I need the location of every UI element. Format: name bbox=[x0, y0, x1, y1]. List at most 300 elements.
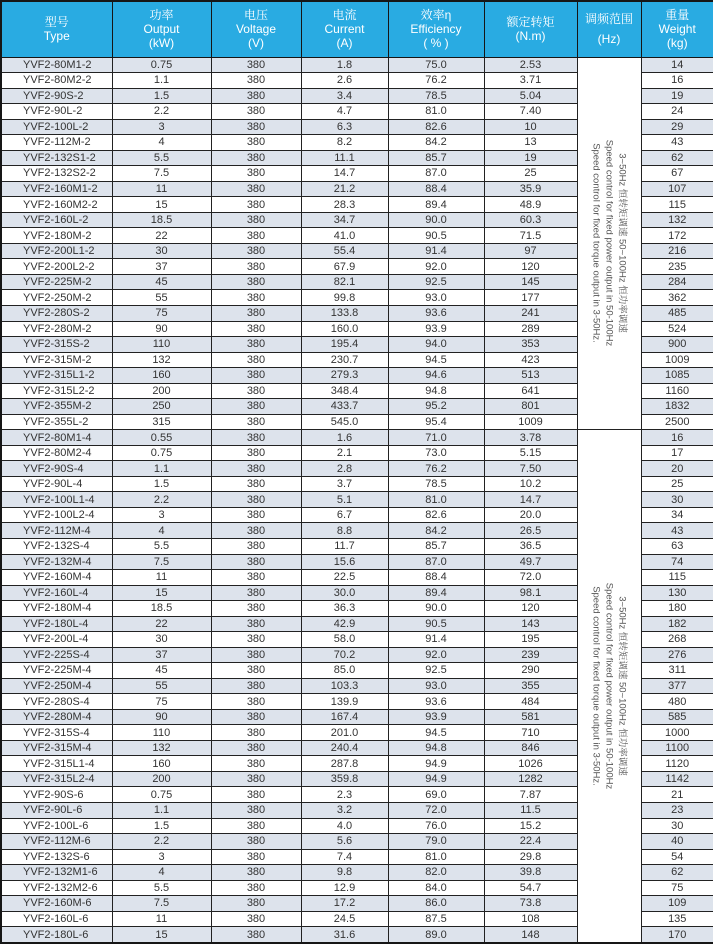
freq-range-note-line: Speed control for fixed torque output in 3-50Hz. bbox=[590, 143, 602, 344]
cell-current: 8.8 bbox=[301, 523, 388, 539]
cell-weight: 16 bbox=[641, 73, 713, 89]
cell-weight: 24 bbox=[641, 104, 713, 120]
cell-current: 55.4 bbox=[301, 243, 388, 259]
cell-current: 11.7 bbox=[301, 538, 388, 554]
cell-type: YVF2-132M2-6 bbox=[1, 880, 112, 896]
cell-weight: 284 bbox=[641, 274, 713, 290]
cell-type: YVF2-180L-4 bbox=[1, 616, 112, 632]
cell-torque: 3.78 bbox=[484, 430, 577, 446]
cell-output: 75 bbox=[112, 694, 211, 710]
cell-current: 1.8 bbox=[301, 57, 388, 73]
cell-current: 5.6 bbox=[301, 834, 388, 850]
cell-weight: 216 bbox=[641, 243, 713, 259]
cell-current: 3.2 bbox=[301, 803, 388, 819]
cell-current: 34.7 bbox=[301, 212, 388, 228]
cell-efficiency: 95.2 bbox=[388, 399, 484, 415]
cell-type: YVF2-80M2-2 bbox=[1, 73, 112, 89]
cell-current: 41.0 bbox=[301, 228, 388, 244]
cell-output: 200 bbox=[112, 771, 211, 787]
cell-output: 1.1 bbox=[112, 803, 211, 819]
cell-voltage: 380 bbox=[211, 73, 301, 89]
cell-type: YVF2-315M-4 bbox=[1, 740, 112, 756]
cell-type: YVF2-100L-2 bbox=[1, 119, 112, 135]
cell-voltage: 380 bbox=[211, 849, 301, 865]
cell-output: 110 bbox=[112, 337, 211, 353]
cell-voltage: 380 bbox=[211, 243, 301, 259]
cell-voltage: 380 bbox=[211, 678, 301, 694]
cell-weight: 1142 bbox=[641, 771, 713, 787]
cell-output: 30 bbox=[112, 243, 211, 259]
cell-efficiency: 94.0 bbox=[388, 337, 484, 353]
cell-weight: 17 bbox=[641, 445, 713, 461]
cell-output: 15 bbox=[112, 927, 211, 943]
cell-efficiency: 82.0 bbox=[388, 865, 484, 881]
cell-voltage: 380 bbox=[211, 492, 301, 508]
cell-voltage: 380 bbox=[211, 647, 301, 663]
cell-current: 4.0 bbox=[301, 818, 388, 834]
cell-weight: 235 bbox=[641, 259, 713, 275]
cell-voltage: 380 bbox=[211, 896, 301, 912]
cell-output: 11 bbox=[112, 570, 211, 586]
cell-output: 55 bbox=[112, 290, 211, 306]
cell-voltage: 380 bbox=[211, 228, 301, 244]
cell-type: YVF2-280S-4 bbox=[1, 694, 112, 710]
cell-efficiency: 90.0 bbox=[388, 601, 484, 617]
cell-torque: 120 bbox=[484, 601, 577, 617]
cell-current: 85.0 bbox=[301, 663, 388, 679]
cell-output: 7.5 bbox=[112, 166, 211, 182]
cell-output: 90 bbox=[112, 709, 211, 725]
cell-current: 287.8 bbox=[301, 756, 388, 772]
cell-voltage: 380 bbox=[211, 135, 301, 151]
freq-range-note-line: 3~50Hz 恒转矩调速 50~100Hz 恒功率调速 bbox=[616, 596, 628, 776]
cell-output: 15 bbox=[112, 197, 211, 213]
cell-current: 240.4 bbox=[301, 740, 388, 756]
cell-type: YVF2-315L1-4 bbox=[1, 756, 112, 772]
cell-output: 15 bbox=[112, 585, 211, 601]
cell-output: 2.2 bbox=[112, 104, 211, 120]
cell-type: YVF2-112M-2 bbox=[1, 135, 112, 151]
cell-torque: 289 bbox=[484, 321, 577, 337]
cell-type: YVF2-315L2-2 bbox=[1, 383, 112, 399]
cell-torque: 143 bbox=[484, 616, 577, 632]
cell-torque: 39.8 bbox=[484, 865, 577, 881]
cell-voltage: 380 bbox=[211, 616, 301, 632]
cell-current: 21.2 bbox=[301, 181, 388, 197]
cell-current: 22.5 bbox=[301, 570, 388, 586]
freq-range-note-line: Speed control for fixed torque output in 3-50Hz. bbox=[590, 586, 602, 786]
cell-efficiency: 76.2 bbox=[388, 73, 484, 89]
freq-range-cell bbox=[577, 57, 641, 430]
cell-voltage: 380 bbox=[211, 57, 301, 73]
cell-torque: 148 bbox=[484, 927, 577, 943]
cell-voltage: 380 bbox=[211, 632, 301, 648]
freq-range-note-line: Speed control for fixed power output in 50-100Hz bbox=[603, 582, 615, 790]
cell-type: YVF2-315S-4 bbox=[1, 725, 112, 741]
cell-current: 9.8 bbox=[301, 865, 388, 881]
cell-output: 37 bbox=[112, 647, 211, 663]
cell-torque: 54.7 bbox=[484, 880, 577, 896]
cell-current: 36.3 bbox=[301, 601, 388, 617]
cell-torque: 97 bbox=[484, 243, 577, 259]
cell-weight: 30 bbox=[641, 818, 713, 834]
cell-current: 160.0 bbox=[301, 321, 388, 337]
cell-weight: 2500 bbox=[641, 414, 713, 430]
col-header-voltage-line: 电压 bbox=[243, 8, 268, 23]
cell-output: 315 bbox=[112, 414, 211, 430]
cell-current: 545.0 bbox=[301, 414, 388, 430]
cell-torque: 513 bbox=[484, 368, 577, 384]
cell-voltage: 380 bbox=[211, 290, 301, 306]
cell-output: 0.75 bbox=[112, 57, 211, 73]
cell-efficiency: 94.9 bbox=[388, 756, 484, 772]
cell-torque: 14.7 bbox=[484, 492, 577, 508]
cell-current: 12.9 bbox=[301, 880, 388, 896]
cell-torque: 49.7 bbox=[484, 554, 577, 570]
cell-voltage: 380 bbox=[211, 880, 301, 896]
cell-weight: 1832 bbox=[641, 399, 713, 415]
cell-weight: 20 bbox=[641, 461, 713, 477]
col-header-current-line: (A) bbox=[336, 36, 353, 51]
cell-voltage: 380 bbox=[211, 368, 301, 384]
cell-current: 2.8 bbox=[301, 461, 388, 477]
col-header-efficiency-line: Efficiency bbox=[410, 22, 462, 37]
cell-current: 5.1 bbox=[301, 492, 388, 508]
cell-efficiency: 94.8 bbox=[388, 740, 484, 756]
cell-torque: 423 bbox=[484, 352, 577, 368]
cell-weight: 23 bbox=[641, 803, 713, 819]
cell-weight: 43 bbox=[641, 523, 713, 539]
cell-efficiency: 92.0 bbox=[388, 259, 484, 275]
cell-torque: 195 bbox=[484, 632, 577, 648]
cell-weight: 115 bbox=[641, 197, 713, 213]
cell-efficiency: 87.5 bbox=[388, 911, 484, 927]
cell-voltage: 380 bbox=[211, 570, 301, 586]
cell-weight: 1160 bbox=[641, 383, 713, 399]
cell-weight: 180 bbox=[641, 601, 713, 617]
cell-current: 67.9 bbox=[301, 259, 388, 275]
cell-weight: 1100 bbox=[641, 740, 713, 756]
col-header-torque bbox=[484, 1, 577, 57]
cell-torque: 355 bbox=[484, 678, 577, 694]
cell-current: 359.8 bbox=[301, 771, 388, 787]
cell-weight: 132 bbox=[641, 212, 713, 228]
cell-output: 1.1 bbox=[112, 461, 211, 477]
cell-torque: 36.5 bbox=[484, 538, 577, 554]
cell-type: YVF2-225M-2 bbox=[1, 274, 112, 290]
cell-voltage: 380 bbox=[211, 725, 301, 741]
cell-current: 11.1 bbox=[301, 150, 388, 166]
cell-efficiency: 84.0 bbox=[388, 880, 484, 896]
cell-output: 3 bbox=[112, 849, 211, 865]
cell-output: 0.75 bbox=[112, 445, 211, 461]
cell-weight: 377 bbox=[641, 678, 713, 694]
cell-efficiency: 87.0 bbox=[388, 554, 484, 570]
cell-weight: 480 bbox=[641, 694, 713, 710]
col-header-output-line: (kW) bbox=[148, 36, 175, 51]
cell-output: 132 bbox=[112, 740, 211, 756]
col-header-output-line: 功率 bbox=[149, 8, 174, 23]
cell-voltage: 380 bbox=[211, 88, 301, 104]
cell-output: 0.55 bbox=[112, 430, 211, 446]
cell-voltage: 380 bbox=[211, 601, 301, 617]
cell-weight: 29 bbox=[641, 119, 713, 135]
cell-voltage: 380 bbox=[211, 197, 301, 213]
cell-efficiency: 89.4 bbox=[388, 585, 484, 601]
cell-weight: 268 bbox=[641, 632, 713, 648]
cell-type: YVF2-160M-6 bbox=[1, 896, 112, 912]
cell-efficiency: 81.0 bbox=[388, 849, 484, 865]
cell-voltage: 380 bbox=[211, 321, 301, 337]
cell-current: 99.8 bbox=[301, 290, 388, 306]
cell-type: YVF2-132M1-6 bbox=[1, 865, 112, 881]
cell-type: YVF2-250M-4 bbox=[1, 678, 112, 694]
cell-current: 2.1 bbox=[301, 445, 388, 461]
cell-torque: 20.0 bbox=[484, 507, 577, 523]
cell-type: YVF2-160M2-2 bbox=[1, 197, 112, 213]
cell-output: 3 bbox=[112, 119, 211, 135]
cell-efficiency: 81.0 bbox=[388, 104, 484, 120]
cell-current: 4.7 bbox=[301, 104, 388, 120]
cell-type: YVF2-180L-6 bbox=[1, 927, 112, 943]
cell-current: 3.7 bbox=[301, 476, 388, 492]
cell-torque: 10.2 bbox=[484, 476, 577, 492]
cell-voltage: 380 bbox=[211, 430, 301, 446]
cell-type: YVF2-250M-2 bbox=[1, 290, 112, 306]
cell-current: 433.7 bbox=[301, 399, 388, 415]
cell-output: 1.5 bbox=[112, 88, 211, 104]
cell-current: 195.4 bbox=[301, 337, 388, 353]
cell-torque: 25 bbox=[484, 166, 577, 182]
cell-voltage: 380 bbox=[211, 166, 301, 182]
cell-weight: 1085 bbox=[641, 368, 713, 384]
cell-weight: 585 bbox=[641, 709, 713, 725]
cell-current: 201.0 bbox=[301, 725, 388, 741]
freq-range-cell bbox=[577, 430, 641, 943]
cell-type: YVF2-90L-6 bbox=[1, 803, 112, 819]
cell-efficiency: 73.0 bbox=[388, 445, 484, 461]
cell-torque: 26.5 bbox=[484, 523, 577, 539]
table-row bbox=[1, 57, 713, 73]
cell-current: 15.6 bbox=[301, 554, 388, 570]
cell-efficiency: 94.5 bbox=[388, 725, 484, 741]
cell-efficiency: 89.0 bbox=[388, 927, 484, 943]
cell-weight: 1000 bbox=[641, 725, 713, 741]
cell-voltage: 380 bbox=[211, 399, 301, 415]
col-header-current bbox=[301, 1, 388, 57]
cell-voltage: 380 bbox=[211, 445, 301, 461]
cell-efficiency: 87.0 bbox=[388, 166, 484, 182]
col-header-efficiency bbox=[388, 1, 484, 57]
table-row bbox=[1, 430, 713, 446]
cell-type: YVF2-132M-4 bbox=[1, 554, 112, 570]
cell-output: 18.5 bbox=[112, 212, 211, 228]
cell-torque: 710 bbox=[484, 725, 577, 741]
cell-type: YVF2-100L-6 bbox=[1, 818, 112, 834]
col-header-voltage-line: (V) bbox=[248, 36, 264, 51]
cell-output: 37 bbox=[112, 259, 211, 275]
cell-efficiency: 92.5 bbox=[388, 663, 484, 679]
cell-weight: 311 bbox=[641, 663, 713, 679]
cell-voltage: 380 bbox=[211, 507, 301, 523]
cell-efficiency: 84.2 bbox=[388, 523, 484, 539]
col-header-weight-line: 重量 bbox=[665, 8, 690, 23]
cell-output: 55 bbox=[112, 678, 211, 694]
col-header-weight-line: (kg) bbox=[666, 36, 688, 51]
freq-range-note-line: 3~50Hz 恒转矩调速 50~100Hz 恒功率调速 bbox=[616, 153, 628, 334]
cell-output: 4 bbox=[112, 865, 211, 881]
cell-weight: 130 bbox=[641, 585, 713, 601]
cell-type: YVF2-80M2-4 bbox=[1, 445, 112, 461]
cell-output: 22 bbox=[112, 616, 211, 632]
cell-torque: 60.3 bbox=[484, 212, 577, 228]
cell-weight: 62 bbox=[641, 865, 713, 881]
cell-weight: 1120 bbox=[641, 756, 713, 772]
cell-type: YVF2-112M-6 bbox=[1, 834, 112, 850]
cell-weight: 67 bbox=[641, 166, 713, 182]
col-header-voltage-line: Voltage bbox=[235, 22, 277, 37]
cell-efficiency: 85.7 bbox=[388, 150, 484, 166]
cell-current: 167.4 bbox=[301, 709, 388, 725]
cell-efficiency: 93.9 bbox=[388, 321, 484, 337]
cell-output: 2.2 bbox=[112, 492, 211, 508]
cell-current: 14.7 bbox=[301, 166, 388, 182]
cell-type: YVF2-80M1-2 bbox=[1, 57, 112, 73]
cell-current: 6.3 bbox=[301, 119, 388, 135]
cell-type: YVF2-90S-2 bbox=[1, 88, 112, 104]
cell-type: YVF2-200L2-2 bbox=[1, 259, 112, 275]
cell-voltage: 380 bbox=[211, 538, 301, 554]
cell-output: 110 bbox=[112, 725, 211, 741]
cell-torque: 19 bbox=[484, 150, 577, 166]
cell-type: YVF2-200L1-2 bbox=[1, 243, 112, 259]
cell-output: 18.5 bbox=[112, 601, 211, 617]
col-header-efficiency-line: 效率η bbox=[420, 8, 452, 23]
cell-torque: 239 bbox=[484, 647, 577, 663]
cell-torque: 29.8 bbox=[484, 849, 577, 865]
cell-torque: 241 bbox=[484, 306, 577, 322]
cell-weight: 107 bbox=[641, 181, 713, 197]
cell-current: 42.9 bbox=[301, 616, 388, 632]
cell-type: YVF2-280S-2 bbox=[1, 306, 112, 322]
cell-current: 3.4 bbox=[301, 88, 388, 104]
col-header-type-line: Type bbox=[43, 29, 70, 44]
cell-type: YVF2-132S-6 bbox=[1, 849, 112, 865]
cell-weight: 43 bbox=[641, 135, 713, 151]
cell-weight: 362 bbox=[641, 290, 713, 306]
cell-current: 348.4 bbox=[301, 383, 388, 399]
cell-weight: 182 bbox=[641, 616, 713, 632]
cell-efficiency: 81.0 bbox=[388, 492, 484, 508]
cell-torque: 7.87 bbox=[484, 787, 577, 803]
cell-voltage: 380 bbox=[211, 663, 301, 679]
col-header-torque-line: 额定转矩 bbox=[506, 15, 555, 30]
col-header-type bbox=[1, 1, 112, 57]
cell-type: YVF2-160L-6 bbox=[1, 911, 112, 927]
cell-torque: 1009 bbox=[484, 414, 577, 430]
cell-torque: 98.1 bbox=[484, 585, 577, 601]
cell-voltage: 380 bbox=[211, 787, 301, 803]
cell-weight: 14 bbox=[641, 57, 713, 73]
cell-output: 5.5 bbox=[112, 880, 211, 896]
cell-output: 45 bbox=[112, 274, 211, 290]
cell-torque: 120 bbox=[484, 259, 577, 275]
col-header-voltage bbox=[211, 1, 301, 57]
cell-voltage: 380 bbox=[211, 834, 301, 850]
col-header-current-line: Current bbox=[324, 22, 365, 37]
cell-efficiency: 90.0 bbox=[388, 212, 484, 228]
cell-efficiency: 84.2 bbox=[388, 135, 484, 151]
cell-current: 28.3 bbox=[301, 197, 388, 213]
cell-voltage: 380 bbox=[211, 104, 301, 120]
cell-efficiency: 90.5 bbox=[388, 616, 484, 632]
cell-efficiency: 79.0 bbox=[388, 834, 484, 850]
cell-efficiency: 94.9 bbox=[388, 771, 484, 787]
cell-weight: 63 bbox=[641, 538, 713, 554]
cell-voltage: 380 bbox=[211, 694, 301, 710]
cell-current: 17.2 bbox=[301, 896, 388, 912]
cell-voltage: 380 bbox=[211, 740, 301, 756]
cell-torque: 3.71 bbox=[484, 73, 577, 89]
cell-weight: 19 bbox=[641, 88, 713, 104]
cell-torque: 73.8 bbox=[484, 896, 577, 912]
cell-type: YVF2-132S1-2 bbox=[1, 150, 112, 166]
cell-output: 11 bbox=[112, 181, 211, 197]
cell-type: YVF2-100L2-4 bbox=[1, 507, 112, 523]
cell-output: 1.5 bbox=[112, 818, 211, 834]
cell-type: YVF2-315L1-2 bbox=[1, 368, 112, 384]
freq-range-note bbox=[590, 583, 629, 790]
cell-efficiency: 93.9 bbox=[388, 709, 484, 725]
cell-efficiency: 76.0 bbox=[388, 818, 484, 834]
cell-weight: 109 bbox=[641, 896, 713, 912]
cell-weight: 115 bbox=[641, 570, 713, 586]
cell-voltage: 380 bbox=[211, 352, 301, 368]
cell-weight: 135 bbox=[641, 911, 713, 927]
cell-torque: 15.2 bbox=[484, 818, 577, 834]
cell-efficiency: 85.7 bbox=[388, 538, 484, 554]
cell-type: YVF2-315M-2 bbox=[1, 352, 112, 368]
cell-type: YVF2-132S2-2 bbox=[1, 166, 112, 182]
table-body bbox=[1, 57, 713, 943]
header-row bbox=[1, 1, 713, 57]
cell-type: YVF2-100L1-4 bbox=[1, 492, 112, 508]
cell-voltage: 380 bbox=[211, 771, 301, 787]
cell-voltage: 380 bbox=[211, 476, 301, 492]
cell-torque: 484 bbox=[484, 694, 577, 710]
cell-torque: 7.40 bbox=[484, 104, 577, 120]
cell-type: YVF2-160M-4 bbox=[1, 570, 112, 586]
cell-current: 31.6 bbox=[301, 927, 388, 943]
cell-output: 0.75 bbox=[112, 787, 211, 803]
cell-weight: 62 bbox=[641, 150, 713, 166]
cell-efficiency: 93.0 bbox=[388, 290, 484, 306]
cell-weight: 34 bbox=[641, 507, 713, 523]
cell-type: YVF2-90S-6 bbox=[1, 787, 112, 803]
cell-voltage: 380 bbox=[211, 150, 301, 166]
cell-current: 230.7 bbox=[301, 352, 388, 368]
cell-current: 8.2 bbox=[301, 135, 388, 151]
cell-efficiency: 91.4 bbox=[388, 632, 484, 648]
cell-voltage: 380 bbox=[211, 709, 301, 725]
table-header bbox=[1, 1, 713, 57]
cell-torque: 108 bbox=[484, 911, 577, 927]
cell-voltage: 380 bbox=[211, 259, 301, 275]
cell-output: 90 bbox=[112, 321, 211, 337]
cell-torque: 22.4 bbox=[484, 834, 577, 850]
cell-type: YVF2-180M-2 bbox=[1, 228, 112, 244]
cell-voltage: 380 bbox=[211, 383, 301, 399]
